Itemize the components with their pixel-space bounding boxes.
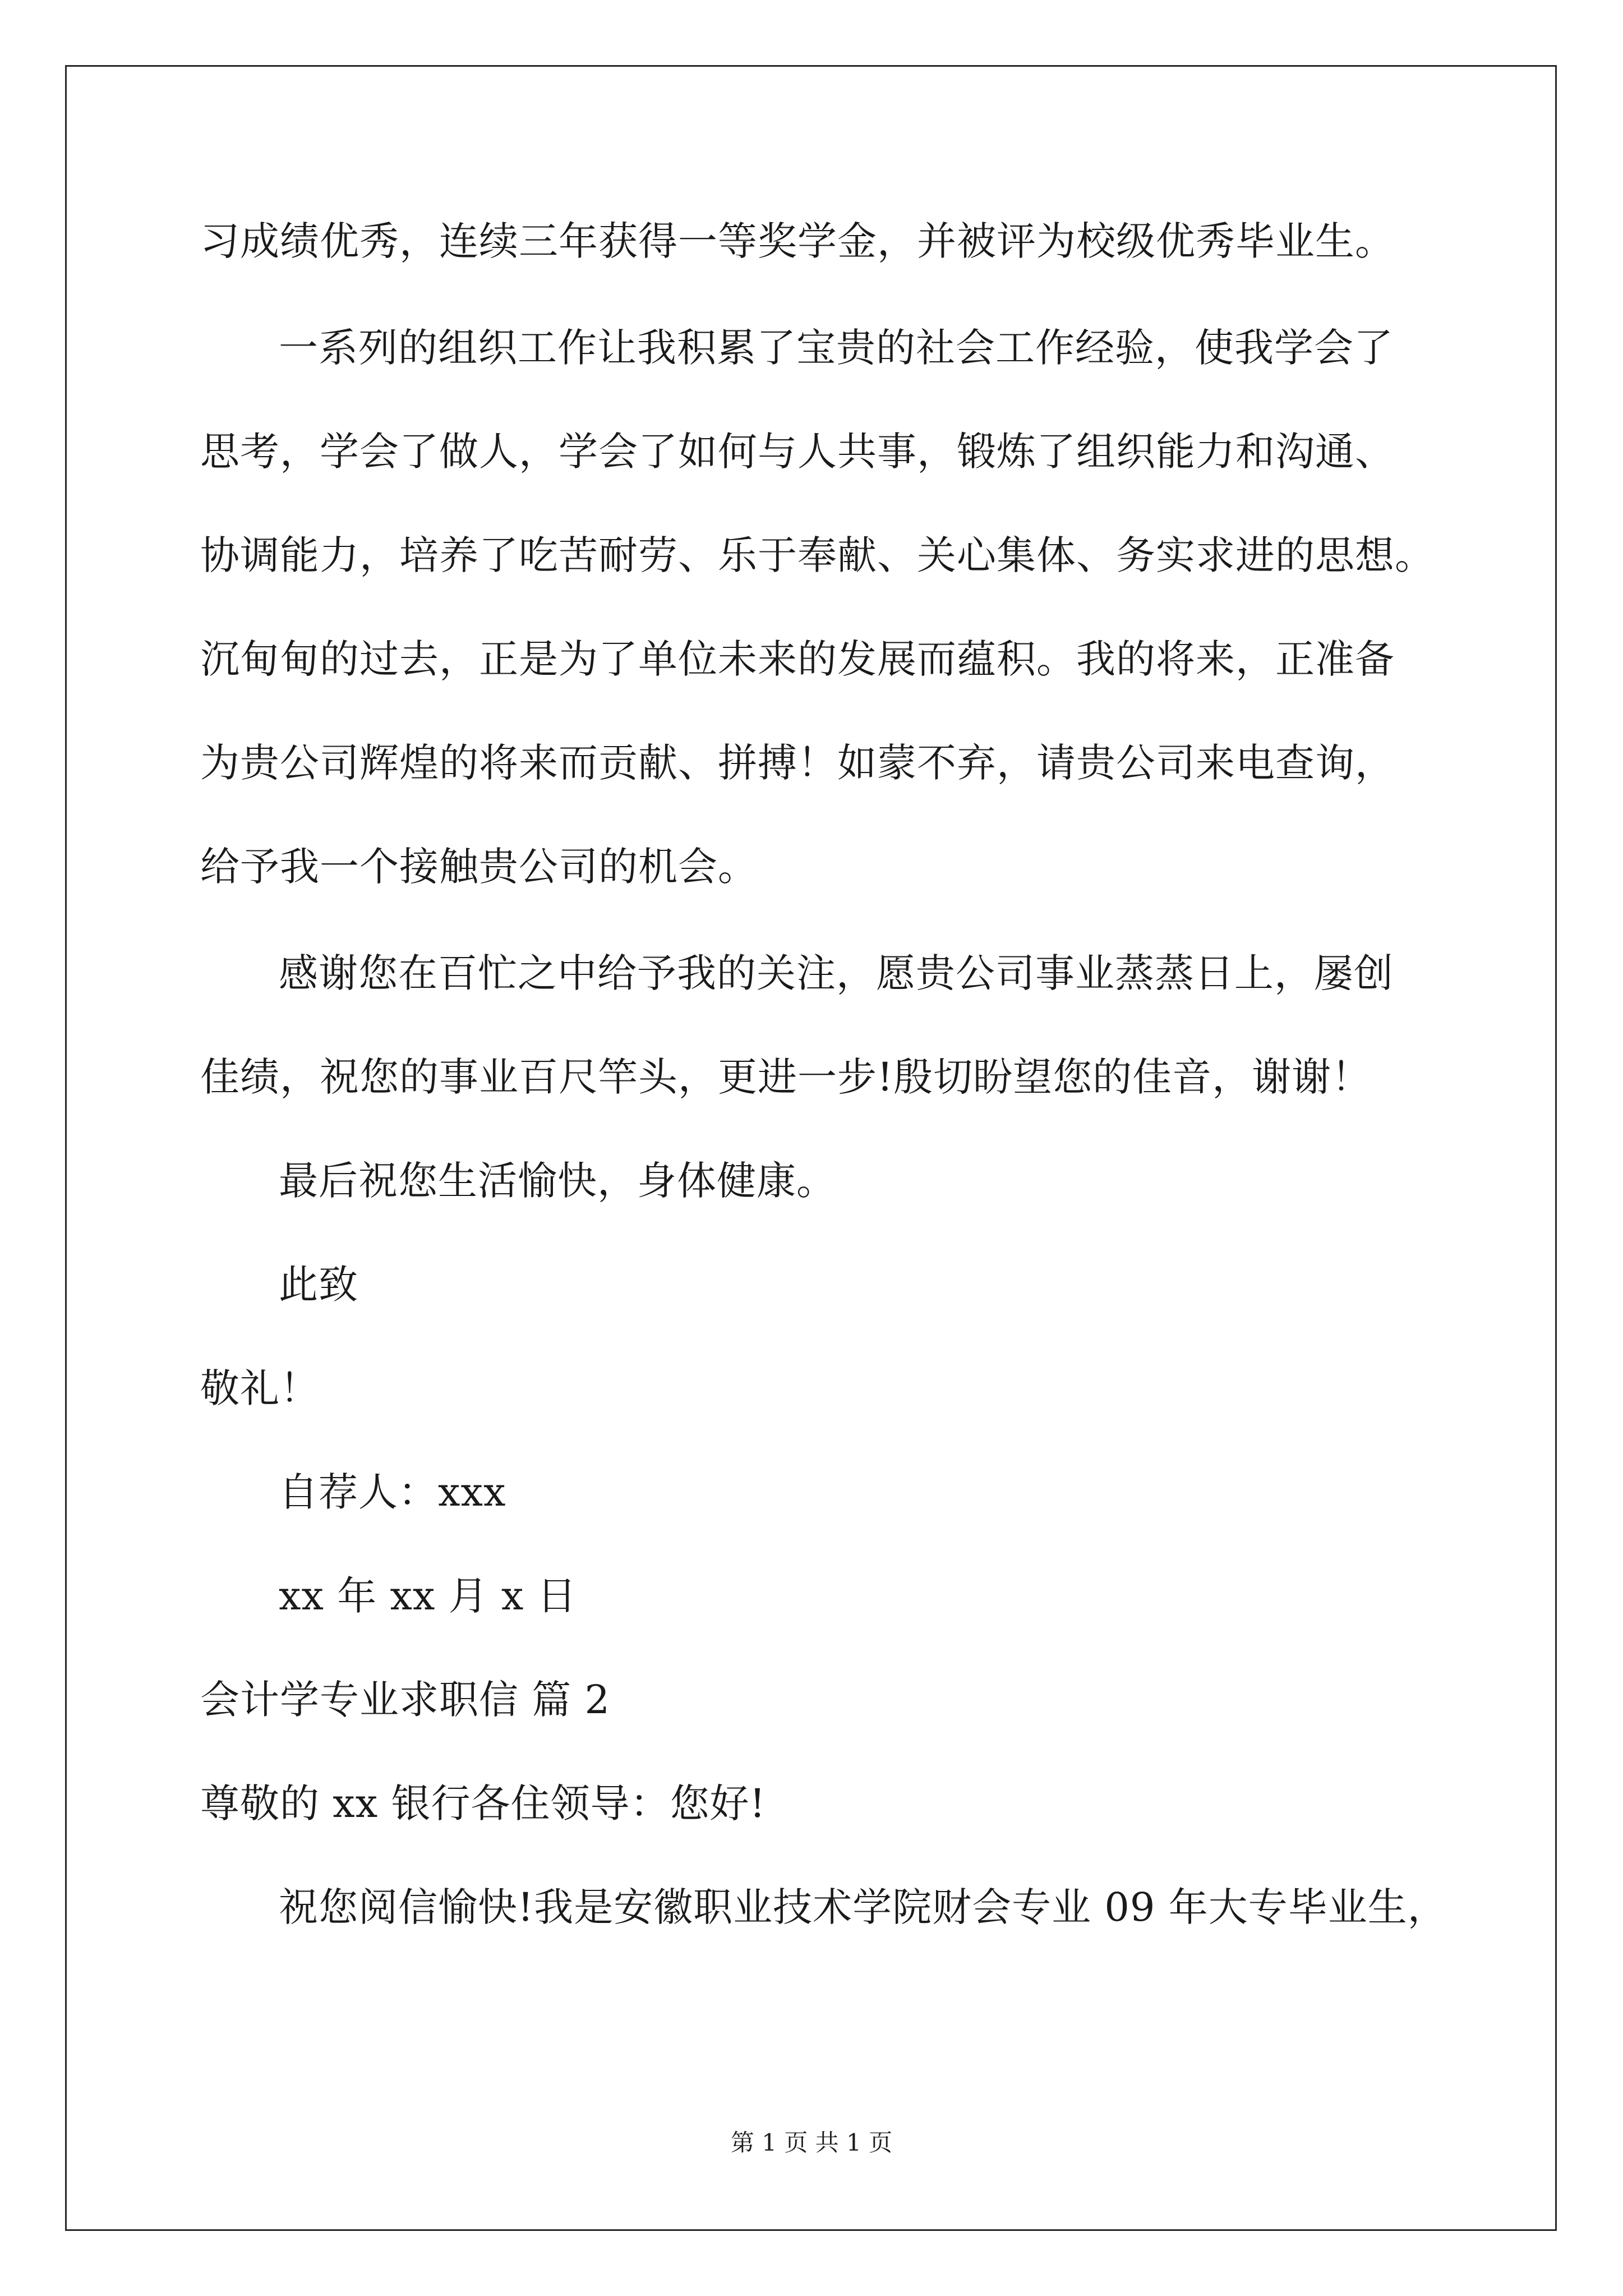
text-line-14: xx 年 xx 月 x 日 (279, 1573, 577, 1619)
page-number-footer: 第 1 页 共 1 页 (730, 2129, 893, 2156)
text-line-10: 最后祝您生活愉快，身体健康。 (279, 1158, 836, 1204)
text-line-2: 一系列的组织工作让我积累了宝贵的社会工作经验，使我学会了 (279, 325, 1394, 371)
text-line-3: 思考，学会了做人，学会了如何与人共事，锻炼了组织能力和沟通、 (200, 429, 1395, 475)
text-line-6: 为贵公司辉煌的将来而贡献、拼搏！如蒙不弃，请贵公司来电查询， (200, 740, 1395, 786)
text-line-11: 此致 (279, 1262, 358, 1308)
text-line-9: 佳绩，祝您的事业百尺竿头，更进一步!殷切盼望您的佳音，谢谢！ (200, 1054, 1372, 1100)
text-line-13: 自荐人：xxx (279, 1469, 506, 1515)
text-line-1: 习成绩优秀，连续三年获得一等奖学金，并被评为校级优秀毕业生。 (200, 218, 1395, 264)
text-line-4: 协调能力，培养了吃苦耐劳、乐于奉献、关心集体、务实求进的思想。 (200, 532, 1435, 578)
text-line-7: 给予我一个接触贵公司的机会。 (200, 844, 758, 890)
text-line-16: 尊敬的 xx 银行各住领导：您好! (200, 1780, 766, 1826)
text-line-17: 祝您阅信愉快!我是安徽职业技术学院财会专业 09 年大专毕业生， (279, 1884, 1447, 1930)
text-line-8: 感谢您在百忙之中给予我的关注，愿贵公司事业蒸蒸日上，屡创 (279, 950, 1394, 996)
text-line-5: 沉甸甸的过去，正是为了单位未来的发展而蕴积。我的将来，正准备 (200, 636, 1395, 682)
text-line-12: 敬礼！ (200, 1365, 320, 1411)
section-heading: 会计学专业求职信 篇 2 (200, 1677, 611, 1723)
